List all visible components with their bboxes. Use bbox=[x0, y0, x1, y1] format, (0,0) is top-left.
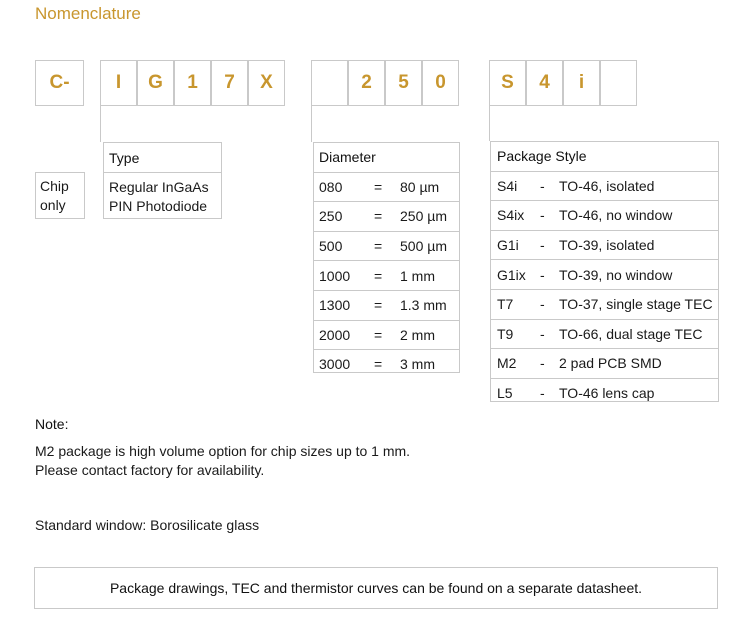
type-table-header: Type bbox=[109, 149, 140, 166]
diameter-row bbox=[314, 231, 459, 261]
note-line-2: Please contact factory for availability. bbox=[35, 462, 265, 478]
package-sep: - bbox=[540, 385, 545, 402]
diameter-sep: = bbox=[374, 297, 383, 314]
diameter-code: 080 bbox=[319, 178, 343, 195]
code-box-type-1: I bbox=[100, 60, 137, 106]
package-row bbox=[491, 230, 718, 260]
type-line-2: PIN Photodiode bbox=[109, 198, 208, 214]
code-box-diameter-3: 5 bbox=[385, 60, 422, 106]
chip-line-2: only bbox=[40, 197, 66, 213]
package-table-header: Package Style bbox=[497, 148, 587, 165]
package-value: TO-46, no window bbox=[559, 207, 673, 224]
diameter-value: 1 mm bbox=[400, 267, 435, 284]
package-row bbox=[491, 259, 718, 289]
note-title: Note: bbox=[35, 416, 69, 432]
package-code: M2 bbox=[497, 355, 517, 372]
type-line-1: Regular InGaAs bbox=[109, 179, 209, 195]
diameter-sep: = bbox=[374, 267, 383, 284]
code-box-package-3: i bbox=[563, 60, 600, 106]
package-row bbox=[491, 378, 718, 408]
type-table bbox=[103, 142, 222, 219]
package-row bbox=[491, 319, 718, 349]
standard-window-note: Standard window: Borosilicate glass bbox=[35, 517, 260, 533]
diameter-table-header-row bbox=[314, 143, 459, 172]
package-row bbox=[491, 289, 718, 319]
diameter-row bbox=[314, 290, 459, 320]
code-box-diameter-4: 0 bbox=[422, 60, 459, 106]
diameter-code: 2000 bbox=[319, 326, 351, 343]
code-box-package-2: 4 bbox=[526, 60, 563, 106]
package-value: TO-39, no window bbox=[559, 266, 673, 283]
package-code: S4i bbox=[497, 177, 518, 194]
package-code: L5 bbox=[497, 385, 513, 402]
package-value: TO-46 lens cap bbox=[559, 385, 655, 402]
diameter-sep: = bbox=[374, 238, 383, 255]
package-sep: - bbox=[540, 325, 545, 342]
diameter-sep: = bbox=[374, 178, 383, 195]
package-code: G1ix bbox=[497, 266, 526, 283]
type-table-header-row bbox=[104, 143, 221, 172]
package-sep: - bbox=[540, 207, 545, 224]
diameter-value: 80 µm bbox=[400, 178, 440, 195]
page-title: Nomenclature bbox=[35, 4, 141, 23]
diameter-value: 3 mm bbox=[400, 356, 435, 373]
diameter-value: 2 mm bbox=[400, 326, 435, 343]
code-box-type-5: X bbox=[248, 60, 285, 106]
diameter-code: 3000 bbox=[319, 356, 351, 373]
type-table-body bbox=[104, 172, 221, 218]
package-sep: - bbox=[540, 355, 545, 372]
package-sep: - bbox=[540, 177, 545, 194]
diameter-row bbox=[314, 172, 459, 202]
package-value: TO-46, isolated bbox=[559, 177, 655, 194]
diameter-row bbox=[314, 320, 459, 350]
package-value: 2 pad PCB SMD bbox=[559, 355, 662, 372]
package-code: G1i bbox=[497, 237, 519, 254]
package-sep: - bbox=[540, 296, 545, 313]
note-line-1: M2 package is high volume option for chip sizes up to 1 mm. bbox=[35, 443, 411, 459]
code-box-prefix: C- bbox=[35, 60, 84, 106]
diameter-code: 1300 bbox=[319, 297, 351, 314]
package-code: T9 bbox=[497, 325, 514, 342]
diameter-table bbox=[313, 142, 460, 373]
diameter-code: 250 bbox=[319, 208, 343, 225]
code-box-diameter-2: 2 bbox=[348, 60, 385, 106]
diameter-row bbox=[314, 201, 459, 231]
datasheet-notice: Package drawings, TEC and thermistor curves can be found on a separate datasheet. bbox=[34, 567, 718, 609]
diameter-table-header: Diameter bbox=[319, 149, 376, 166]
diameter-sep: = bbox=[374, 356, 383, 373]
package-sep: - bbox=[540, 237, 545, 254]
code-box-diameter-1 bbox=[311, 60, 348, 106]
package-code: S4ix bbox=[497, 207, 525, 224]
code-box-package-4 bbox=[600, 60, 637, 106]
connector-line-diameter bbox=[311, 106, 312, 142]
connector-line-type bbox=[100, 106, 101, 142]
diameter-sep: = bbox=[374, 326, 383, 343]
package-sep: - bbox=[540, 266, 545, 283]
diameter-code: 1000 bbox=[319, 267, 351, 284]
diameter-value: 1.3 mm bbox=[400, 297, 447, 314]
code-box-type-2: G bbox=[137, 60, 174, 106]
package-value: TO-37, single stage TEC bbox=[559, 296, 713, 313]
diameter-row bbox=[314, 349, 459, 379]
package-row bbox=[491, 348, 718, 378]
code-box-package-1: S bbox=[489, 60, 526, 106]
package-value: TO-66, dual stage TEC bbox=[559, 325, 703, 342]
package-row bbox=[491, 200, 718, 230]
package-table-header-row bbox=[491, 142, 718, 171]
connector-line-package bbox=[489, 106, 490, 141]
diameter-value: 500 µm bbox=[400, 238, 447, 255]
package-table bbox=[490, 141, 719, 402]
chip-line-1: Chip bbox=[40, 178, 69, 194]
package-code: T7 bbox=[497, 296, 514, 313]
diameter-row bbox=[314, 260, 459, 290]
code-box-type-4: 7 bbox=[211, 60, 248, 106]
package-value: TO-39, isolated bbox=[559, 237, 655, 254]
diameter-value: 250 µm bbox=[400, 208, 447, 225]
code-box-type-3: 1 bbox=[174, 60, 211, 106]
diameter-code: 500 bbox=[319, 238, 343, 255]
diameter-sep: = bbox=[374, 208, 383, 225]
package-row bbox=[491, 171, 718, 201]
chip-only-box bbox=[35, 172, 85, 219]
